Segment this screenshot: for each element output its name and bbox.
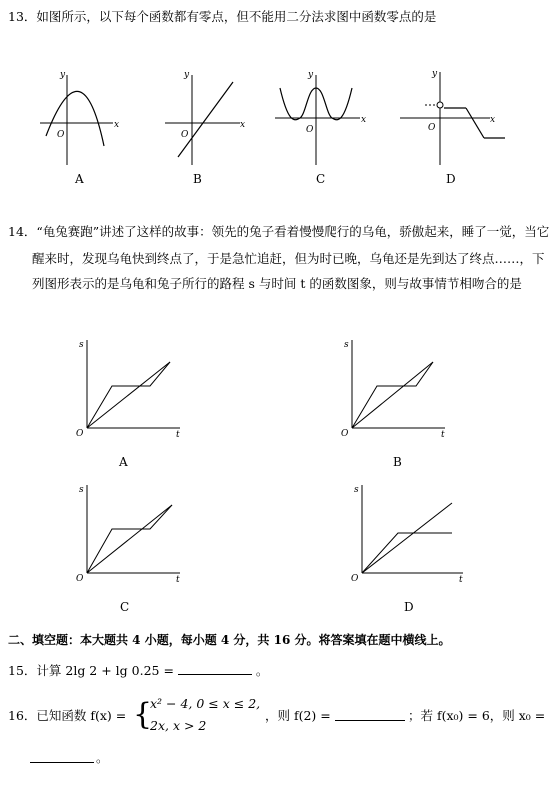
q16-end: 。 [96,750,109,765]
q14b-origin: O [341,429,349,439]
q16-brace: { [133,697,153,732]
q14-line2: 醒来时，发现乌龟快到终点了，于是急忙追赶，但为时已晚，乌龟还是先到达了终点……，下 [32,251,545,266]
graph-b-x-label: x [240,120,246,130]
q14c-y-label: s [79,485,84,495]
q16-answer-blank-2[interactable] [30,750,94,763]
q14-option-d: D [404,600,414,614]
q14-graph-d [351,485,463,585]
q13-graphs [0,60,526,190]
q14-graph-c [76,485,180,585]
graph-a-y-label: y [60,70,66,80]
q13-graph-c [275,70,366,165]
q14a-y-label: s [79,340,84,350]
q14c-origin: O [76,574,84,584]
q15-prefix: 15．计算 2lg 2 + lg 0.25 = [8,663,174,678]
q13-option-d: D [446,172,456,186]
q14d-origin: O [351,574,359,584]
q14b-y-label: s [344,340,349,350]
q14d-y-label: s [354,485,359,495]
q14-line3: 列图形表示的是乌龟和兔子所行的路程 s 与时间 t 的函数图象，则与故事情节相吻合的是 [32,276,522,291]
graph-a-x-label: x [114,120,120,130]
q13-graph-a [40,70,119,165]
q14-graph-a [76,340,180,440]
q13-graph-b [165,70,245,165]
q14d-x-label: t [459,575,463,585]
graph-b-origin: O [181,130,189,140]
q15 [8,662,268,679]
q16-case2: 2x, x > 2 [150,718,207,733]
graph-c-x-label: x [361,115,367,125]
q14a-origin: O [76,429,84,439]
q14-option-b: B [393,455,402,469]
q16-mid: ，则 f(2) = [265,708,331,723]
q14c-x-label: t [176,575,180,585]
q13-text: 13．如图所示，以下每个函数都有零点，但不能用二分法求图中函数零点的是 [8,9,437,24]
q14a-x-label: t [176,430,180,440]
graph-c-y-label: y [308,70,314,80]
q14-option-a: A [119,455,128,469]
q13-option-a: A [75,172,84,186]
q14-option-c: C [120,600,130,614]
q14-graphs [0,330,526,595]
q14-graph-b [341,340,445,440]
q14-line1: 14．“龟兔赛跑”讲述了这样的故事：领先的兔子看着慢慢爬行的乌龟，骄傲起来，睡了一觉，当它 [8,224,549,239]
graph-b-y-label: y [184,70,190,80]
q13-option-b: B [193,172,202,186]
graph-a-origin: O [57,130,65,140]
graph-d-origin: O [428,123,436,133]
section2-heading: 二、填空题：本大题共 4 小题，每小题 4 分，共 16 分。将答案填在题中横线上。 [8,633,451,647]
graph-d-y-label: y [432,69,438,79]
q14b-x-label: t [441,430,445,440]
q16-mid2: ；若 f(x₀) = 6，则 x₀ = [408,708,546,723]
q13-graph-d [400,69,505,165]
q16-case1: x² − 4, 0 ≤ x ≤ 2, [150,696,261,711]
graph-d-x-label: x [490,115,496,125]
q16-prefix: 16．已知函数 f(x) = [8,708,127,723]
graph-c-origin: O [306,125,314,135]
q13-option-c: C [316,172,326,186]
q15-answer-blank[interactable] [178,662,252,675]
q16-answer-blank-1[interactable] [335,708,405,721]
q15-suffix: 。 [255,663,269,678]
